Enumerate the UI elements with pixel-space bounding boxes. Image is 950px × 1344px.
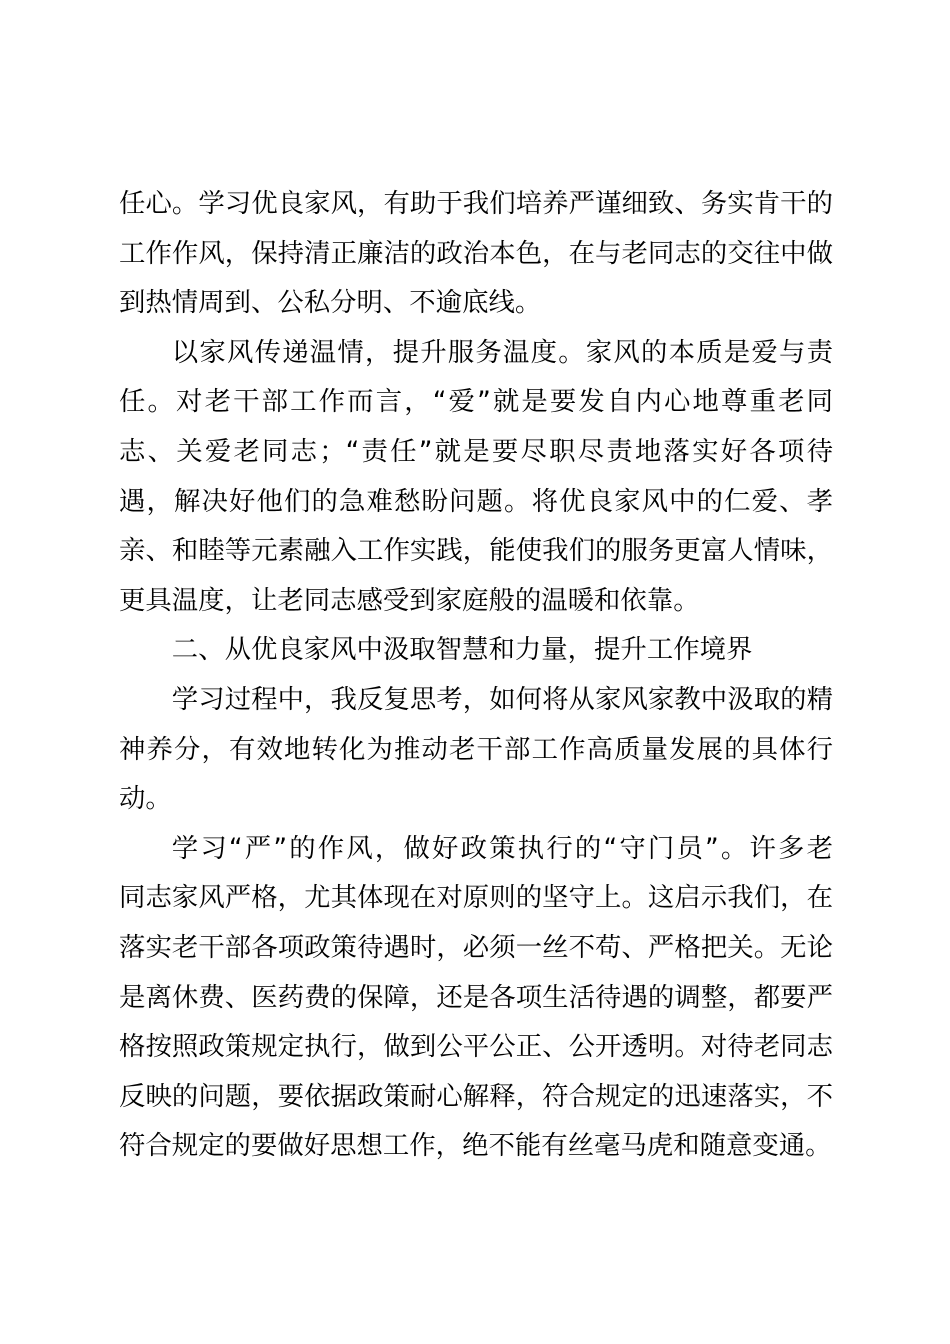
- text-line: 以家风传递温情，提升服务温度。家风的本质是爱与责: [171, 336, 833, 368]
- text-line: 同志家风严格，尤其体现在对原则的坚守上。这启示我们，在: [119, 882, 833, 914]
- text-line: 任心。学习优良家风，有助于我们培养严谨细致、务实肯干的: [119, 188, 833, 219]
- text-line: 反映的问题，要依据政策耐心解释，符合规定的迅速落实，不: [119, 1080, 833, 1112]
- paragraph: [119, 675, 833, 824]
- text-line: 志、关爱老同志；“责任”就是要尽职尽责地落实好各项待: [119, 435, 833, 467]
- paragraph: [119, 328, 833, 626]
- text-line: 任。对老干部工作而言，“爱”就是要发自内心地尊重老同: [119, 386, 833, 418]
- text-line: 更具温度，让老同志感受到家庭般的温暖和依靠。: [119, 584, 700, 616]
- text-line: 到热情周到、公私分明、不逾底线。: [119, 287, 542, 319]
- paragraph: [119, 179, 833, 328]
- text-line: 动。: [119, 783, 172, 815]
- text-line: 符合规定的要做好思想工作，绝不能有丝毫马虎和随意变通。: [119, 1130, 832, 1162]
- text-line: 二、从优良家风中汲取智慧和力量，提升工作境界: [171, 634, 753, 666]
- paragraph: [119, 824, 833, 1171]
- section-heading: [119, 625, 833, 675]
- text-line: 学习“严”的作风，做好政策执行的“守门员”。许多老: [171, 832, 833, 864]
- text-line: 是离休费、医药费的保障，还是各项生活待遇的调整，都要严: [119, 981, 833, 1013]
- text-line: 工作作风，保持清正廉洁的政治本色，在与老同志的交往中做: [119, 237, 833, 269]
- text-line: 格按照政策规定执行，做到公平公正、公开透明。对待老同志: [119, 1031, 833, 1063]
- document-content: [119, 179, 833, 1171]
- text-line: 遇，解决好他们的急难愁盼问题。将优良家风中的仁爱、孝: [119, 485, 833, 517]
- text-line: 学习过程中，我反复思考，如何将从家风家教中汲取的精: [171, 683, 833, 715]
- text-line: 神养分，有效地转化为推动老干部工作高质量发展的具体行: [119, 733, 833, 765]
- text-line: 落实老干部各项政策待遇时，必须一丝不苟、严格把关。无论: [119, 931, 833, 963]
- text-line: 亲、和睦等元素融入工作实践，能使我们的服务更富人情味，: [119, 535, 833, 567]
